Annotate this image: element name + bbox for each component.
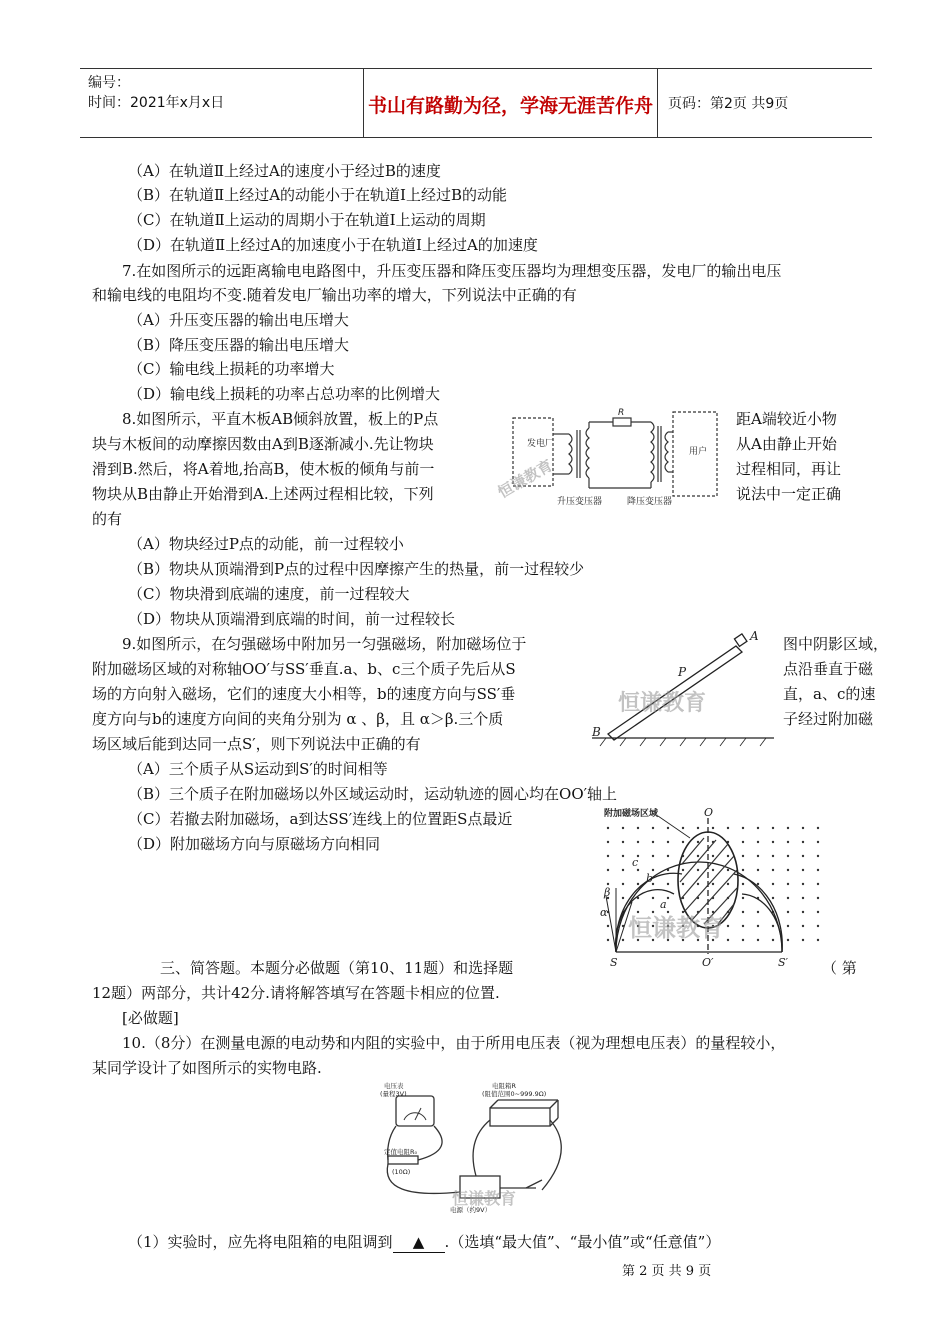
- step-down-label: 降压变压器: [627, 497, 673, 507]
- box-label: 电阻箱R: [492, 1082, 517, 1090]
- field-dot: [712, 827, 714, 829]
- field-dot: [742, 897, 744, 899]
- q9-stem: 度方向与b的速度方向间的夹角分别为 α 、β，且 α＞β.三个质: [92, 710, 504, 728]
- q8-option-d: （D）物块从顶端滑到底端的时间，前一过程较长: [128, 610, 456, 628]
- box-range: (阻值范围0~999.9Ω): [482, 1090, 547, 1098]
- section3-heading: （ 第: [822, 959, 857, 977]
- field-dot: [727, 883, 729, 885]
- label-o-prime: O′: [702, 956, 714, 969]
- field-dot: [652, 827, 654, 829]
- q7-option-d: （D）输电线上损耗的功率占总功率的比例增大: [128, 385, 441, 403]
- incline-label-a: A: [750, 630, 759, 643]
- q7-stem: 7.在如图所示的远距离输电电路图中，升压变压器和降压变压器均为理想变压器，发电厂的输出电压: [122, 262, 782, 280]
- q9-option-c: （C）若撤去附加磁场，a到达SS′连线上的位置距S点最近: [128, 810, 513, 828]
- q9-stem: 图中阴影区域，: [783, 635, 889, 653]
- label-c: c: [632, 856, 639, 869]
- q7-option-b: （B）降压变压器的输出电压增大: [128, 336, 350, 354]
- field-dot: [817, 827, 819, 829]
- q8-stem: 滑到B.然后，将A着地,抬高B，使木板的倾角与前一: [92, 460, 435, 478]
- field-dot: [787, 897, 789, 899]
- field-region-label: 附加磁场区域: [604, 809, 659, 819]
- label-b: b: [646, 872, 654, 885]
- field-dot: [787, 841, 789, 843]
- field-dot: [817, 883, 819, 885]
- field-dot: [772, 827, 774, 829]
- field-dot: [787, 827, 789, 829]
- fixed-label: 定值电阻R₀: [384, 1148, 418, 1156]
- field-dot: [637, 869, 639, 871]
- q6-option-d: （D）在轨道Ⅱ上经过A的加速度小于在轨道Ⅰ上经过A的加速度: [128, 236, 538, 254]
- q8-stem: 物块从B由静止开始滑到A.上述两过程相比较，下列: [92, 485, 434, 503]
- q8-option-c: （C）物块滑到底端的速度，前一过程较大: [128, 585, 410, 603]
- field-dot: [622, 827, 624, 829]
- field-dot: [622, 883, 624, 885]
- field-dot: [772, 939, 774, 941]
- magnetic-field-diagram: [598, 804, 832, 970]
- header-divider: [657, 69, 658, 137]
- field-dot: [682, 827, 684, 829]
- field-dot: [757, 855, 759, 857]
- field-dot: [742, 939, 744, 941]
- watermark: 恒谦教育: [618, 691, 707, 716]
- generator-label: 发电厂: [527, 439, 555, 449]
- field-dot: [607, 869, 609, 871]
- field-dot: [802, 883, 804, 885]
- field-dot: [667, 883, 669, 885]
- q9-stem: 附加磁场区域的对称轴OO′与SS′垂直.a、b、c三个质子先后从S: [92, 660, 516, 678]
- field-dot: [817, 911, 819, 913]
- field-dot: [802, 855, 804, 857]
- field-dot: [607, 827, 609, 829]
- field-dot: [607, 883, 609, 885]
- field-dot: [817, 841, 819, 843]
- q8-option-b: （B）物块从顶端滑到P点的过程中因摩擦产生的热量，前一过程较少: [128, 560, 585, 578]
- q8-stem: 说法中一定正确: [736, 485, 842, 503]
- field-dot: [787, 855, 789, 857]
- field-dot: [772, 883, 774, 885]
- field-dot: [727, 827, 729, 829]
- field-dot: [817, 897, 819, 899]
- field-dot: [622, 869, 624, 871]
- step-up-primary: [569, 434, 572, 474]
- field-dot: [802, 911, 804, 913]
- field-dot: [682, 841, 684, 843]
- user-label: 用户: [689, 447, 708, 457]
- field-dot: [637, 841, 639, 843]
- field-dot: [652, 869, 654, 871]
- q9-stem: 点沿垂直于磁: [783, 660, 874, 678]
- field-dot: [622, 897, 624, 899]
- field-dot: [772, 897, 774, 899]
- field-dot: [607, 939, 609, 941]
- section3-heading: 12题）两部分，共计42分.请将解答填写在答题卡相应的位置.: [92, 984, 500, 1002]
- field-dot: [787, 869, 789, 871]
- field-dot: [742, 841, 744, 843]
- field-dot: [817, 925, 819, 927]
- q8-stem: 距A端较近小物: [736, 410, 837, 428]
- field-dot: [712, 855, 714, 857]
- q8-stem: 8.如图所示，平直木板AB倾斜放置，板上的P点: [122, 410, 439, 428]
- q7-option-a: （A）升压变压器的输出电压增大: [128, 311, 349, 329]
- q10-sub1-hint: .（选填“最大值”、“最小值”或“任意值”）: [444, 1233, 721, 1251]
- q9-stem: 9.如图所示，在匀强磁场中附加另一匀强磁场，附加磁场位于: [122, 635, 527, 653]
- field-dot: [817, 855, 819, 857]
- label-beta: β: [604, 886, 611, 899]
- label-alpha: α: [600, 906, 608, 919]
- required-label: [必做题]: [122, 1009, 179, 1027]
- page-header: [80, 68, 872, 138]
- step-down-primary: [651, 422, 654, 482]
- field-dot: [667, 827, 669, 829]
- field-dot: [667, 841, 669, 843]
- field-dot: [757, 841, 759, 843]
- q8-stem: 从A由静止开始: [736, 435, 837, 453]
- field-dot: [772, 925, 774, 927]
- voltmeter: [396, 1096, 434, 1126]
- q7-option-c: （C）输电线上损耗的功率增大: [128, 360, 335, 378]
- track-a-right: [742, 894, 782, 952]
- fixed-value: (10Ω): [392, 1168, 411, 1176]
- field-dot: [682, 869, 684, 871]
- field-dot: [817, 869, 819, 871]
- field-dot: [802, 939, 804, 941]
- field-dot: [802, 827, 804, 829]
- field-dot: [757, 939, 759, 941]
- label-s: S: [610, 956, 618, 969]
- q6-option-c: （C）在轨道Ⅱ上运动的周期小于在轨道Ⅰ上运动的周期: [128, 211, 486, 229]
- watermark: 恒谦教育: [628, 914, 724, 942]
- label-o: O: [704, 806, 714, 819]
- voltmeter-range: (量程3V): [380, 1090, 407, 1098]
- line-resistor: [613, 418, 631, 426]
- field-dot: [772, 855, 774, 857]
- field-dot: [727, 939, 729, 941]
- q7-stem: 和输电线的电阻均不变.随着发电厂输出功率的增大，下列说法中正确的有: [92, 286, 577, 304]
- field-dot: [742, 869, 744, 871]
- field-dot: [622, 841, 624, 843]
- field-dot: [607, 925, 609, 927]
- field-dot: [607, 841, 609, 843]
- field-dot: [742, 827, 744, 829]
- q10-stem: 某同学设计了如图所示的实物电路.: [92, 1059, 322, 1077]
- incline-label-b: B: [592, 725, 601, 739]
- field-dot: [802, 869, 804, 871]
- fixed-resistor: [388, 1156, 418, 1164]
- q8-stem: 的有: [92, 510, 123, 528]
- q9-option-d: （D）附加磁场方向与原磁场方向相同: [128, 835, 381, 853]
- field-dot: [727, 855, 729, 857]
- incline-block: [734, 634, 746, 646]
- step-down-secondary: [665, 432, 668, 472]
- page-footer: 第 2 页 共 9 页: [622, 1264, 712, 1279]
- field-dot: [712, 883, 714, 885]
- source-label: 电源（约9V）: [450, 1206, 492, 1214]
- answer-blank: ▲: [393, 1232, 445, 1253]
- q8-option-a: （A）物块经过P点的动能，前一过程较小: [128, 535, 404, 553]
- field-dot: [787, 939, 789, 941]
- q9-stem: 场的方向射入磁场，它们的速度大小相等，b的速度方向与SS′垂: [92, 685, 516, 703]
- field-dot: [697, 883, 699, 885]
- field-dot: [787, 883, 789, 885]
- resistor-label: R: [618, 408, 625, 418]
- time-label: 时间：2021年x月x日: [88, 95, 225, 111]
- field-dot: [802, 925, 804, 927]
- q10-sub1-text: （1）实验时，应先将电阻箱的电阻调到: [128, 1233, 393, 1251]
- q10-stem: 10.（8分）在测量电源的电动势和内阻的实验中，由于所用电压表（视为理想电压表）的量程较小，: [122, 1034, 786, 1052]
- field-dot: [727, 925, 729, 927]
- field-dot: [772, 841, 774, 843]
- field-dot: [727, 869, 729, 871]
- field-dot: [757, 827, 759, 829]
- field-dot: [607, 855, 609, 857]
- header-motto: 书山有路勤为径，学海无涯苦作舟: [367, 95, 653, 117]
- field-dot: [622, 939, 624, 941]
- q8-stem: 块与木板间的动摩擦因数由A到B逐渐减小.先让物块: [92, 435, 434, 453]
- field-dot: [682, 883, 684, 885]
- label-a: a: [660, 898, 667, 911]
- field-dot: [757, 925, 759, 927]
- q6-option-b: （B）在轨道Ⅱ上经过A的动能小于在轨道Ⅰ上经过B的动能: [128, 186, 508, 204]
- field-dot: [697, 855, 699, 857]
- transmission-diagram: [505, 404, 733, 508]
- field-dot: [757, 869, 759, 871]
- incline-label-p: P: [678, 665, 687, 679]
- field-dot: [697, 841, 699, 843]
- field-dot: [652, 897, 654, 899]
- field-dot: [757, 911, 759, 913]
- field-dot: [742, 855, 744, 857]
- field-dot: [637, 883, 639, 885]
- field-dot: [667, 855, 669, 857]
- q6-option-a: （A）在轨道Ⅱ上经过A的速度小于经过B的速度: [128, 162, 441, 180]
- field-dot: [787, 911, 789, 913]
- field-dot: [742, 911, 744, 913]
- velocity-c: [606, 896, 616, 952]
- resistance-box: [490, 1108, 550, 1126]
- field-dot: [667, 897, 669, 899]
- q8-stem: 过程相同，再让: [736, 460, 842, 478]
- field-dot: [637, 827, 639, 829]
- field-dot: [697, 827, 699, 829]
- label-s-prime: S′: [778, 956, 789, 969]
- header-page-label: 页码：第2页 共9页: [668, 96, 789, 112]
- field-dot: [817, 939, 819, 941]
- field-dot: [802, 897, 804, 899]
- step-up-secondary: [586, 428, 589, 478]
- section3-heading: 三、简答题。本题分必做题（第10、11题）和选择题: [160, 959, 514, 977]
- voltmeter-label: 电压表: [384, 1082, 404, 1090]
- field-dot: [802, 841, 804, 843]
- field-dot: [772, 869, 774, 871]
- field-dot: [712, 869, 714, 871]
- field-dot: [787, 925, 789, 927]
- field-dot: [622, 855, 624, 857]
- q9-option-a: （A）三个质子从S运动到S′的时间相等: [128, 760, 388, 778]
- q9-option-b: （B）三个质子在附加磁场以外区域运动时，运动轨迹的圆心均在OO′轴上: [128, 785, 618, 803]
- step-up-label: 升压变压器: [557, 497, 603, 507]
- header-meta: [88, 73, 288, 113]
- field-dot: [697, 869, 699, 871]
- q9-stem: 子经过附加磁: [783, 710, 874, 728]
- number-label: 编号：: [88, 75, 130, 91]
- field-dot: [742, 925, 744, 927]
- field-dot: [742, 883, 744, 885]
- field-dot: [652, 855, 654, 857]
- q9-stem: 直，a、c的速: [783, 685, 876, 703]
- watermark: 恒谦教育: [494, 456, 556, 502]
- q9-stem: 场区域后能到达同一点S′，则下列说法中正确的有: [92, 735, 421, 753]
- watermark: 恒谦教育: [452, 1189, 517, 1208]
- q10-sub1: [128, 1232, 720, 1253]
- field-dot: [652, 841, 654, 843]
